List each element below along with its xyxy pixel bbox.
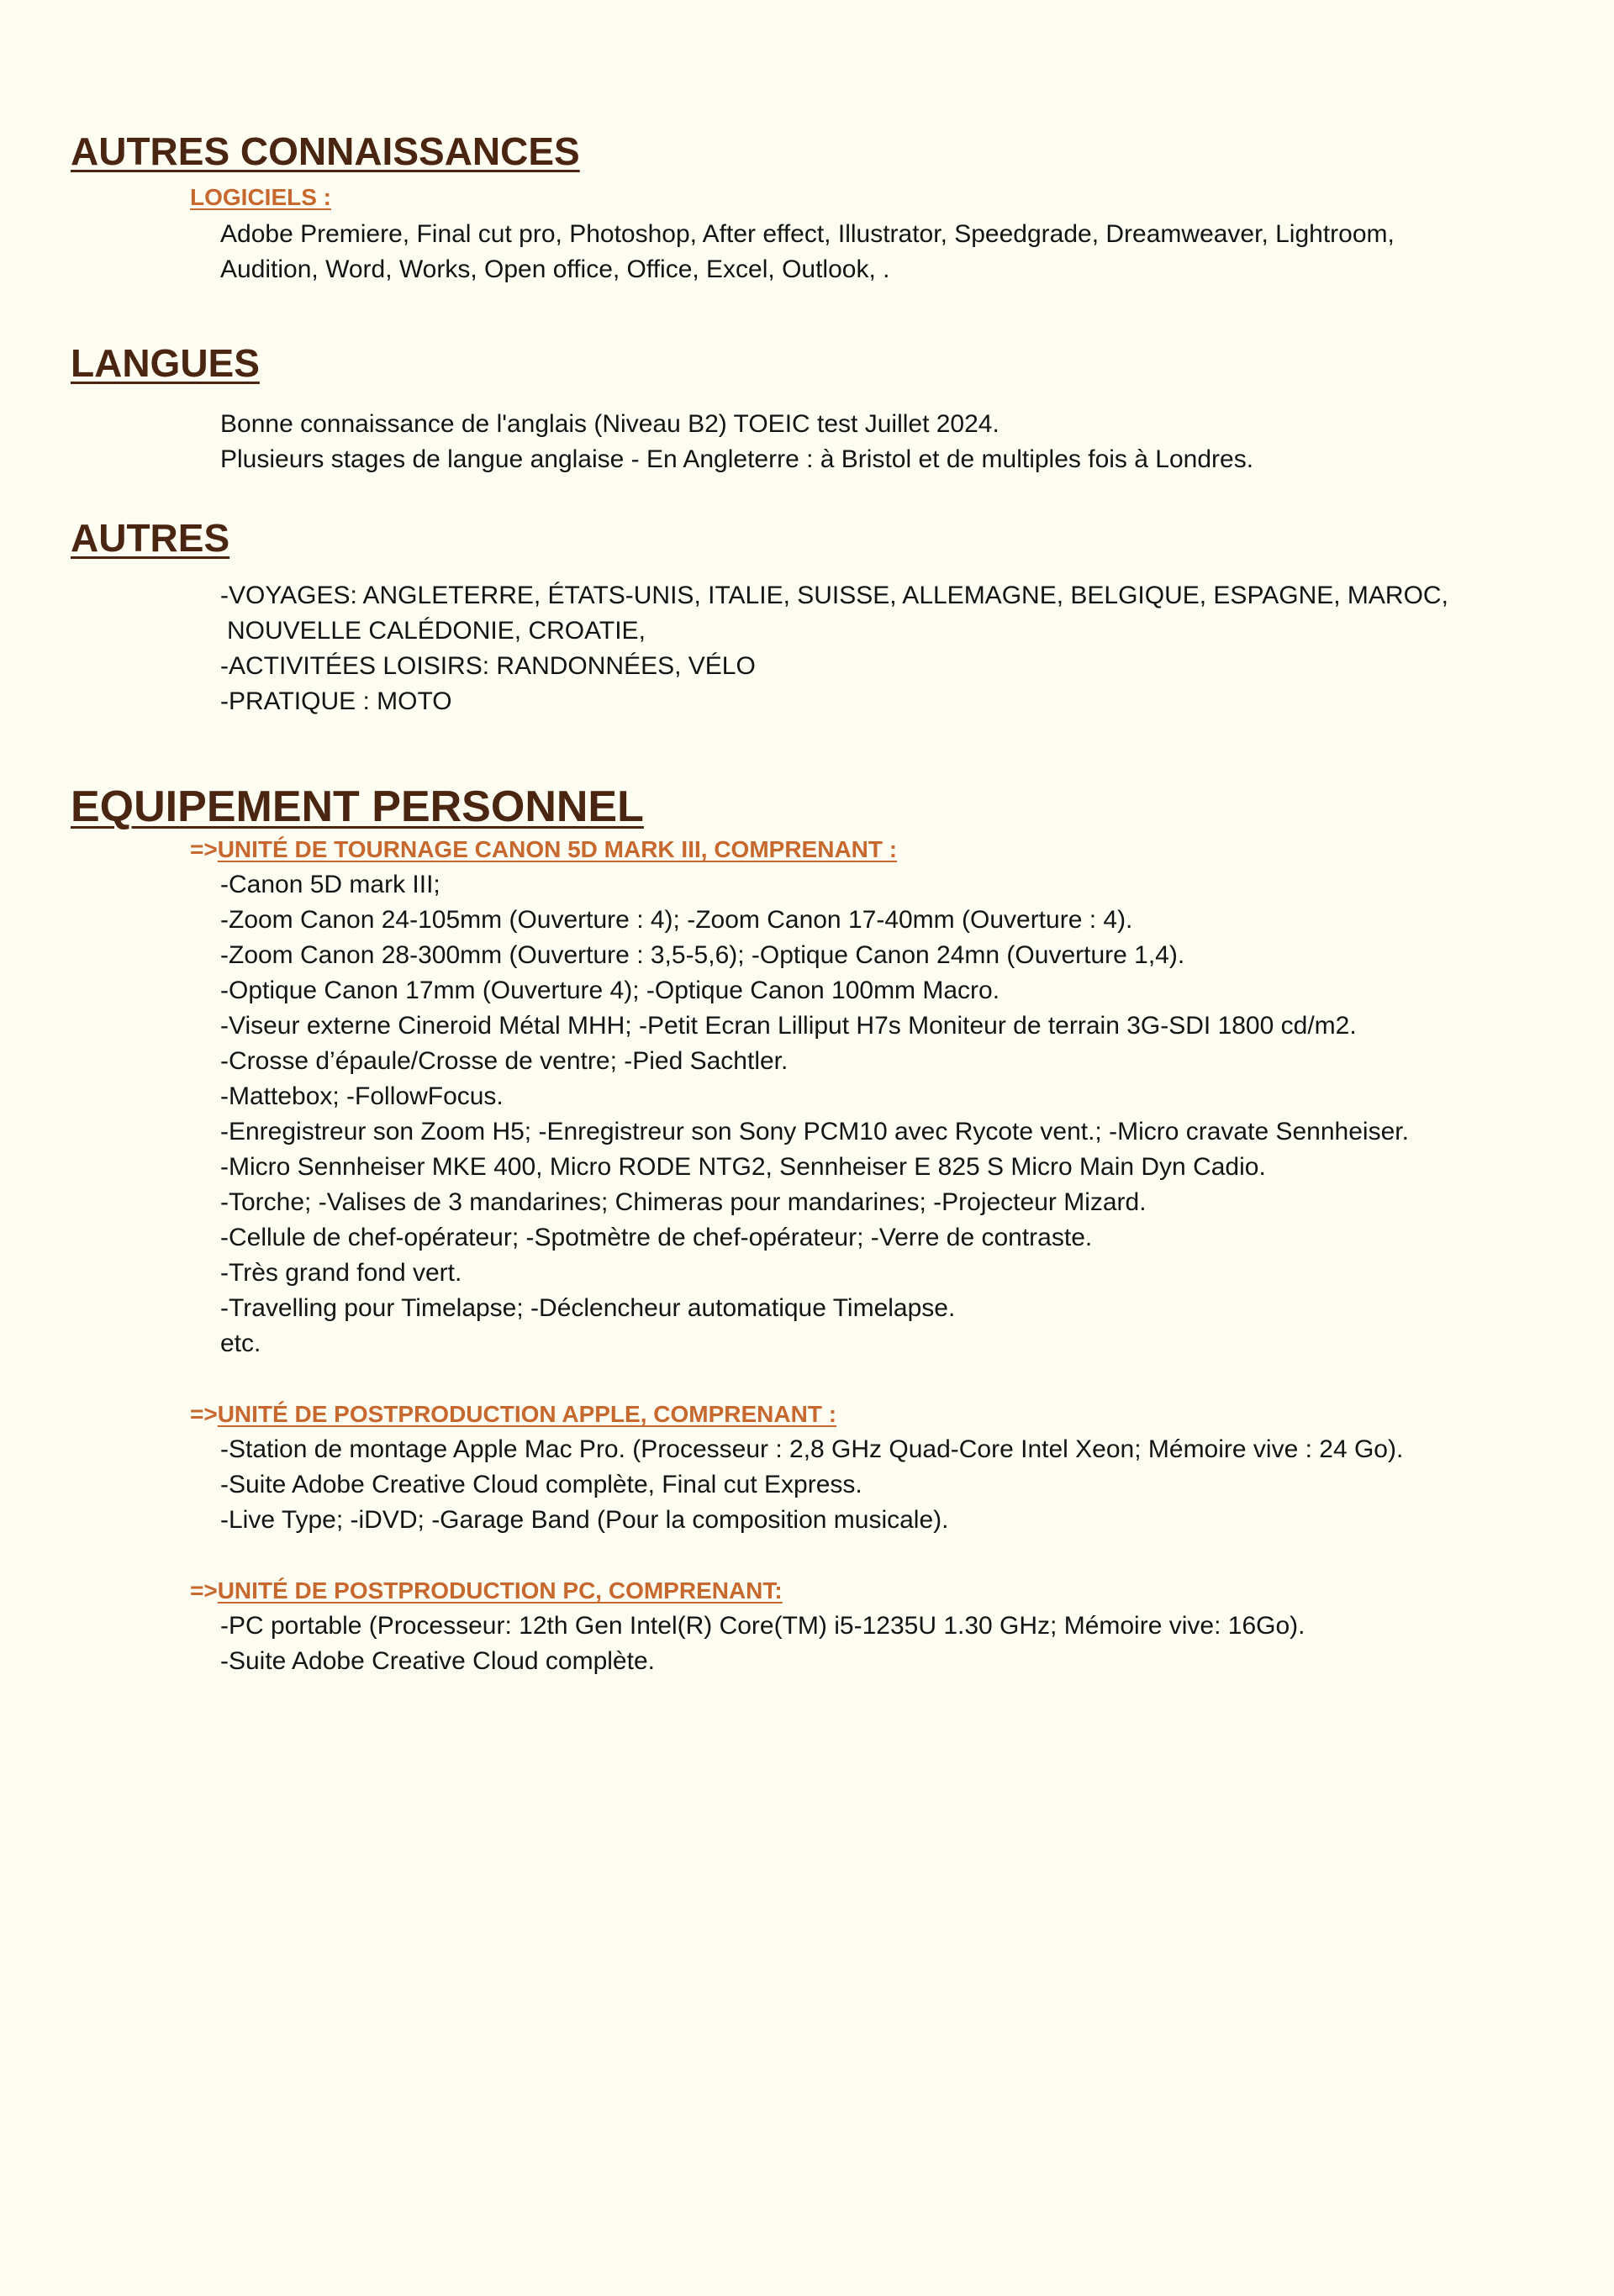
equipment-line: -Suite Adobe Creative Cloud complète, Final cut Express. (220, 1471, 862, 1498)
section-autres (71, 514, 1567, 719)
unit-pc-list (220, 1609, 1567, 1679)
logiciels-subheading (190, 180, 1567, 215)
logiciels-label: LOGICIELS : (190, 184, 331, 210)
equipment-line: -PC portable (Processeur: 12th Gen Intel(R) Core(TM) i5-1235U 1.30 GHz; Mémoire vive: 16Go). (220, 1612, 1305, 1640)
unit-pc-label: UNITÉ DE POSTPRODUCTION PC, COMPRENANT: (217, 1577, 783, 1604)
equipment-line: -Micro Sennheiser MKE 400, Micro RODE NTG2, Sennheiser E 825 S Micro Main Dyn Cadio. (220, 1153, 1266, 1181)
autres-line: NOUVELLE CALÉDONIE, CROATIE, (227, 617, 646, 645)
autres-line: -VOYAGES: ANGLETERRE, ÉTATS-UNIS, ITALIE, SUISSE, ALLEMAGNE, BELGIQUE, ESPAGNE, MAROC, (220, 582, 1448, 609)
unit-pc-subheading (190, 1573, 1567, 1609)
arrow-marker: => (190, 1577, 218, 1604)
equipment-line: -Suite Adobe Creative Cloud complète. (220, 1647, 655, 1675)
arrow-marker: => (190, 836, 218, 862)
equipment-line: -Enregistreur son Zoom H5; -Enregistreur son Sony PCM10 avec Rycote vent.; -Micro cravate Sennheiser. (220, 1118, 1409, 1145)
section-title-equipement: EQUIPEMENT PERSONNEL (71, 782, 644, 831)
logiciels-line: Audition, Word, Works, Open office, Office, Excel, Outlook, . (220, 255, 890, 283)
equipment-line: -Live Type; -iDVD; -Garage Band (Pour la composition musicale). (220, 1506, 949, 1534)
unit-apple-label: UNITÉ DE POSTPRODUCTION APPLE, COMPRENANT : (217, 1401, 837, 1427)
equipment-line: -Cellule de chef-opérateur; -Spotmètre de chef-opérateur; -Verre de contraste. (220, 1224, 1093, 1251)
equipment-line: -Crosse d’épaule/Crosse de ventre; -Pied Sachtler. (220, 1047, 789, 1075)
arrow-marker: => (190, 1401, 218, 1427)
equipment-line: -Très grand fond vert. (220, 1259, 462, 1287)
section-langues (71, 340, 1567, 477)
unit-tournage-subheading (190, 832, 1567, 867)
section-title-autres-connaissances: AUTRES CONNAISSANCES (71, 129, 580, 173)
unit-tournage-label: UNITÉ DE TOURNAGE CANON 5D MARK III, COMPRENANT : (217, 836, 898, 862)
equipment-line: -Optique Canon 17mm (Ouverture 4); -Optique Canon 100mm Macro. (220, 977, 1000, 1004)
autres-line: -ACTIVITÉES LOISIRS: RANDONNÉES, VÉLO (220, 652, 756, 680)
equipment-line: -Mattebox; -FollowFocus. (220, 1082, 504, 1110)
equipment-line: -Travelling pour Timelapse; -Déclencheur automatique Timelapse. (220, 1294, 956, 1322)
equipment-line: -Station de montage Apple Mac Pro. (Processeur : 2,8 GHz Quad-Core Intel Xeon; Mémoire vive : 24 Go). (220, 1435, 1404, 1463)
langues-list (220, 407, 1567, 477)
langues-line: Plusieurs stages de langue anglaise - En Angleterre : à Bristol et de multiples fois à Londres. (220, 445, 1254, 473)
equipment-line: -Canon 5D mark III; (220, 871, 440, 898)
section-equipement (71, 782, 1567, 1679)
langues-line: Bonne connaissance de l'anglais (Niveau B2) TOEIC test Juillet 2024. (220, 410, 1000, 438)
autres-list (220, 578, 1567, 719)
section-autres-connaissances (71, 128, 1567, 287)
section-title-langues: LANGUES (71, 341, 260, 385)
equipment-line: etc. (220, 1330, 261, 1357)
logiciels-list (220, 217, 1567, 287)
unit-apple-subheading (190, 1397, 1567, 1432)
equipment-line: -Torche; -Valises de 3 mandarines; Chimeras pour mandarines; -Projecteur Mizard. (220, 1188, 1147, 1216)
equipment-line: -Zoom Canon 28-300mm (Ouverture : 3,5-5,6); -Optique Canon 24mn (Ouverture 1,4). (220, 941, 1185, 969)
logiciels-line: Adobe Premiere, Final cut pro, Photoshop, After effect, Illustrator, Speedgrade, Dreamweaver, Lightroom, (220, 220, 1395, 248)
section-title-autres: AUTRES (71, 516, 230, 560)
equipment-line: -Viseur externe Cineroid Métal MHH; -Petit Ecran Lilliput H7s Moniteur de terrain 3G-SDI 1800 cd/m2. (220, 1012, 1357, 1040)
autres-line: -PRATIQUE : MOTO (220, 687, 452, 715)
unit-apple-list (220, 1432, 1567, 1538)
unit-tournage-list (220, 867, 1567, 1361)
equipment-line: -Zoom Canon 24-105mm (Ouverture : 4); -Zoom Canon 17-40mm (Ouverture : 4). (220, 906, 1133, 934)
